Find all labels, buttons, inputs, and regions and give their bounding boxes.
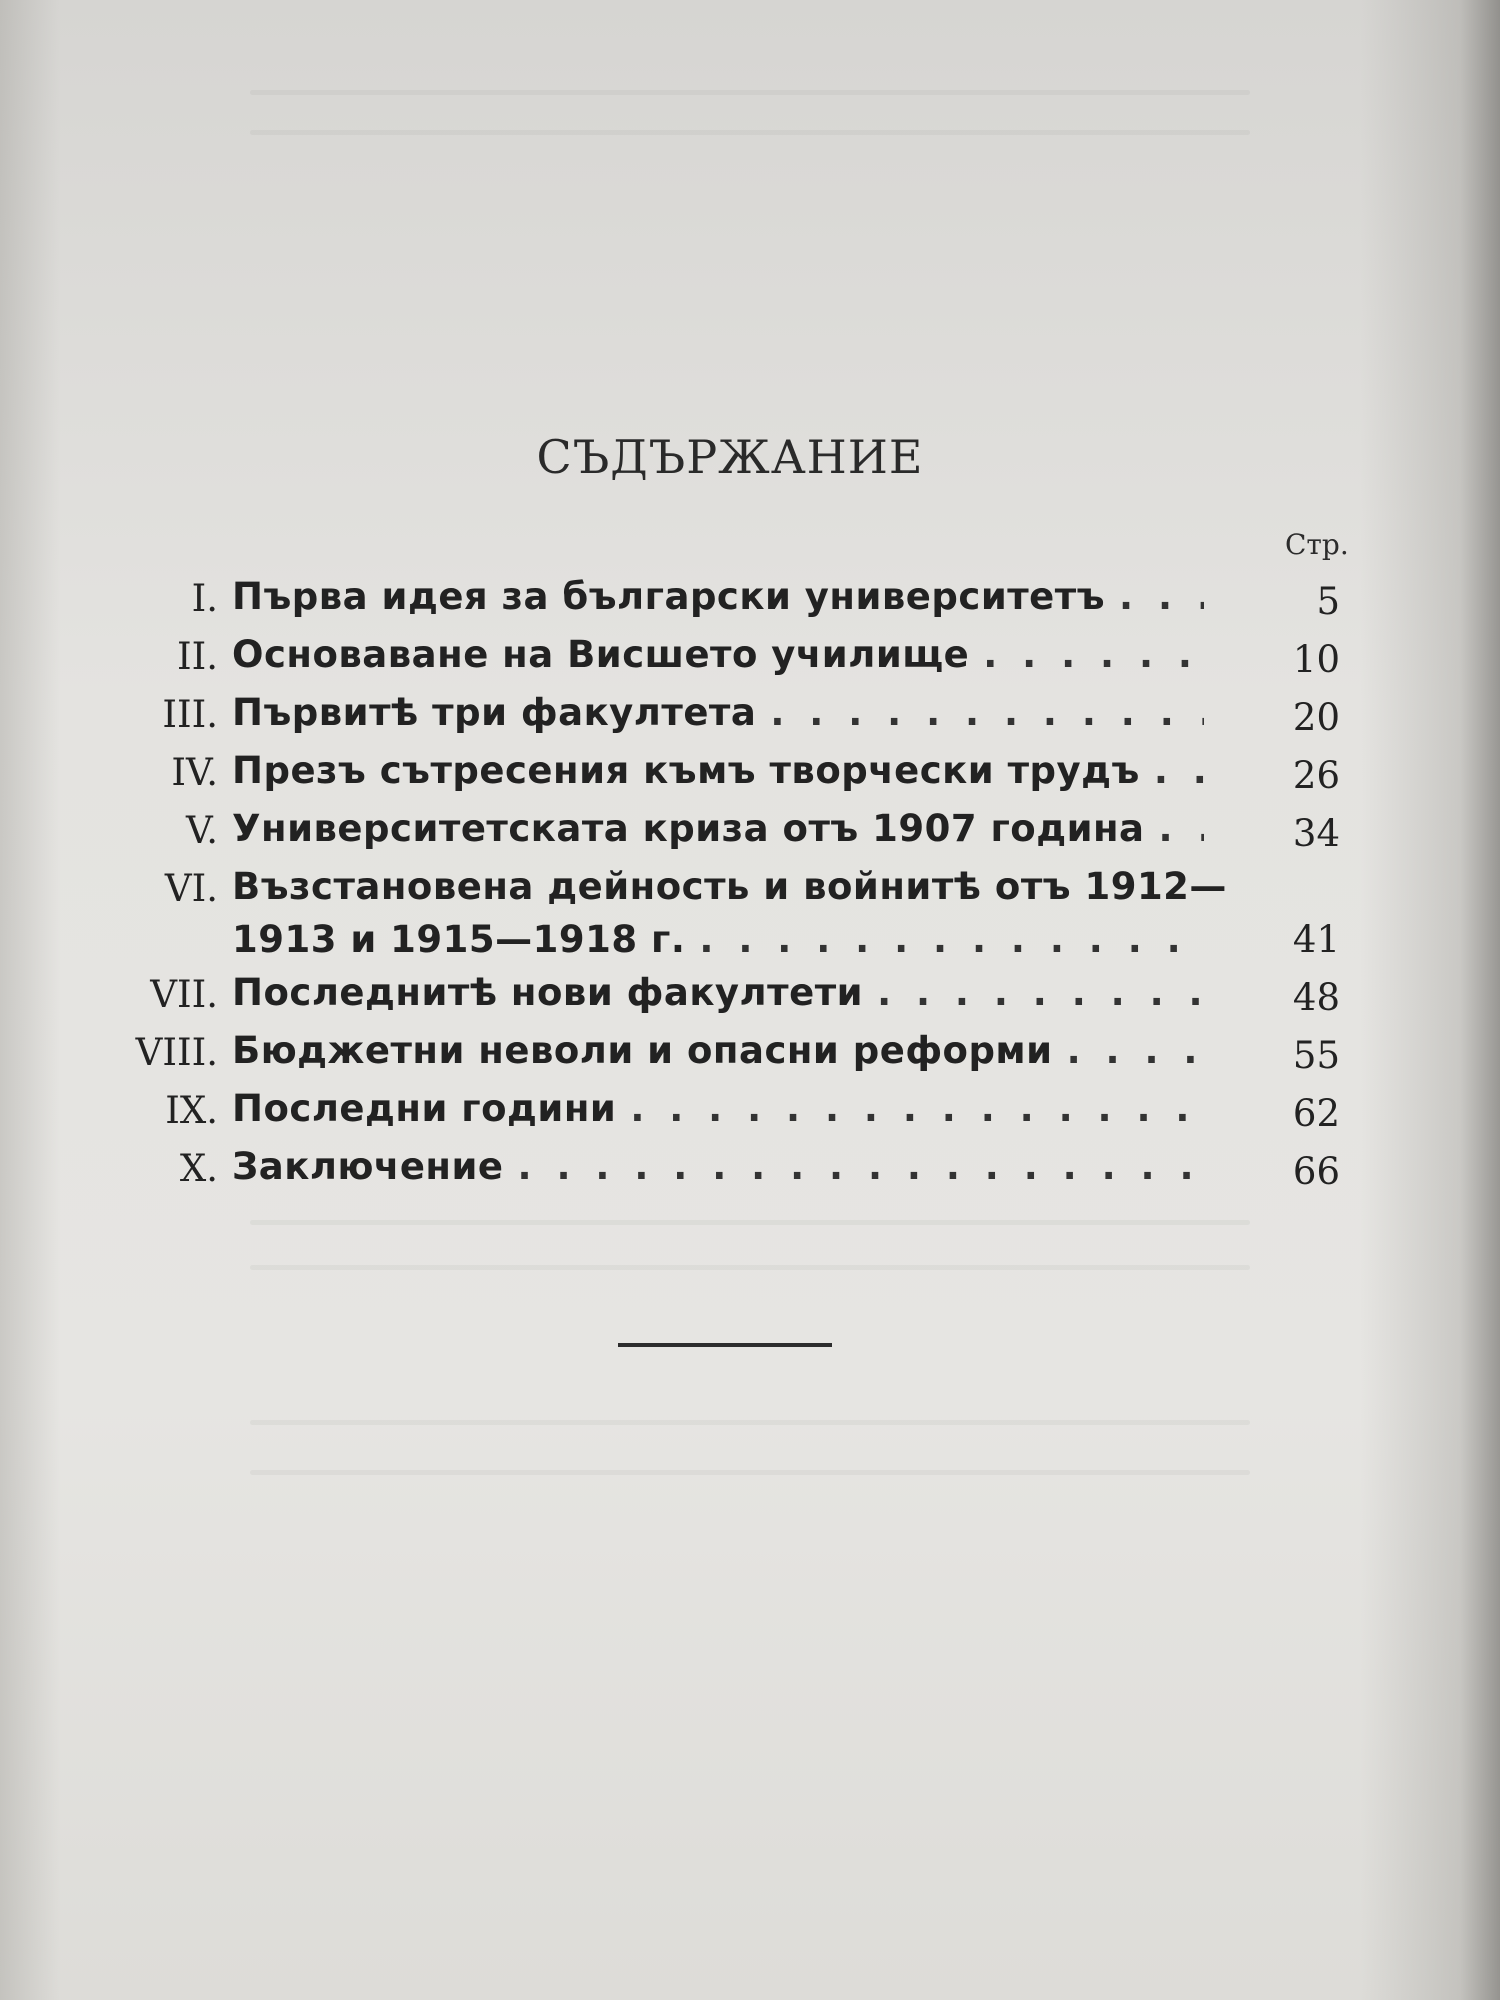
- chapter-title: [232, 1082, 1232, 1135]
- chapter-title: [232, 686, 1232, 739]
- toc-entry: [0, 802, 1500, 860]
- chapter-numeral: I.: [191, 577, 218, 620]
- chapter-title: [232, 1024, 1232, 1077]
- toc-entry: [0, 686, 1500, 744]
- chapter-title-text: Университетската криза отъ 1907 година: [232, 807, 1145, 850]
- toc-entry: [0, 1024, 1500, 1082]
- page-number: 48: [1292, 976, 1340, 1019]
- chapter-title-text: Заключение: [232, 1145, 504, 1188]
- chapter-numeral: X.: [179, 1147, 218, 1190]
- chapter-numeral: III.: [162, 693, 218, 736]
- chapter-title-text: Възстановена дейность и войнитѣ отъ 1912—: [232, 865, 1227, 908]
- page-number: 20: [1292, 696, 1340, 739]
- dot-leader: [1159, 802, 1204, 855]
- chapter-title: [232, 860, 1232, 966]
- page-number: 34: [1292, 812, 1340, 855]
- bleed-through-line: [250, 90, 1250, 95]
- chapter-title: [232, 744, 1232, 797]
- chapter-numeral: VII.: [150, 973, 218, 1016]
- page-number: 55: [1292, 1034, 1340, 1077]
- dot-leader: [630, 1082, 1204, 1135]
- chapter-numeral: II.: [177, 635, 218, 678]
- dot-leader: [1067, 1024, 1204, 1077]
- dot-leader: [1119, 570, 1204, 623]
- chapter-title-text: Презъ сътресения къмъ творчески трудъ: [232, 749, 1140, 792]
- page-number: 5: [1316, 580, 1340, 623]
- chapter-title-text: Първитѣ три факултета: [232, 691, 757, 734]
- chapter-numeral: IV.: [171, 751, 218, 794]
- chapter-title-text: 1913 и 1915—1918 г.: [232, 918, 686, 961]
- page-number: 10: [1292, 638, 1340, 681]
- chapter-title: [232, 802, 1232, 855]
- chapter-title-text: Последнитѣ нови факултети: [232, 971, 864, 1014]
- chapter-numeral: VIII.: [135, 1031, 218, 1074]
- bleed-through-line: [250, 1265, 1250, 1270]
- dot-leader: [877, 966, 1204, 1019]
- page-number: 26: [1292, 754, 1340, 797]
- page-number: 62: [1292, 1092, 1340, 1135]
- toc-entry: [0, 1082, 1500, 1140]
- closing-rule: [618, 1343, 832, 1347]
- page-number: 41: [1292, 918, 1340, 961]
- chapter-title-text: Първа идея за български университетъ: [232, 575, 1106, 618]
- dot-leader: [699, 913, 1204, 966]
- chapter-numeral: VI.: [164, 867, 218, 910]
- chapter-title: [232, 966, 1232, 1019]
- toc-entry: [0, 744, 1500, 802]
- dot-leader: [770, 686, 1204, 739]
- page-number: 66: [1292, 1150, 1340, 1193]
- bleed-through-line: [250, 1420, 1250, 1425]
- chapter-title: [232, 570, 1232, 623]
- contents-heading: СЪДЪРЖАНИЕ: [536, 430, 924, 484]
- toc-entry: [0, 628, 1500, 686]
- toc-entry: [0, 1140, 1500, 1198]
- bleed-through-line: [250, 1470, 1250, 1475]
- dot-leader: [518, 1140, 1204, 1193]
- chapter-title-text: Последни години: [232, 1087, 617, 1130]
- chapter-title: [232, 1140, 1232, 1193]
- chapter-numeral: V.: [185, 809, 218, 852]
- chapter-numeral: IX.: [165, 1089, 218, 1132]
- chapter-title-text: Бюджетни неволи и опасни реформи: [232, 1029, 1053, 1072]
- chapter-title-text: Основаване на Висшето училище: [232, 633, 970, 676]
- toc-entry: [0, 966, 1500, 1024]
- bleed-through-line: [250, 1220, 1250, 1225]
- toc-entry: [0, 570, 1500, 628]
- dot-leader: [1154, 744, 1204, 797]
- dot-leader: [983, 628, 1204, 681]
- table-of-contents: [0, 570, 1500, 1198]
- page-column-label: Стр.: [1285, 528, 1349, 561]
- chapter-title: [232, 628, 1232, 681]
- toc-entry: [0, 860, 1500, 966]
- bleed-through-line: [250, 130, 1250, 135]
